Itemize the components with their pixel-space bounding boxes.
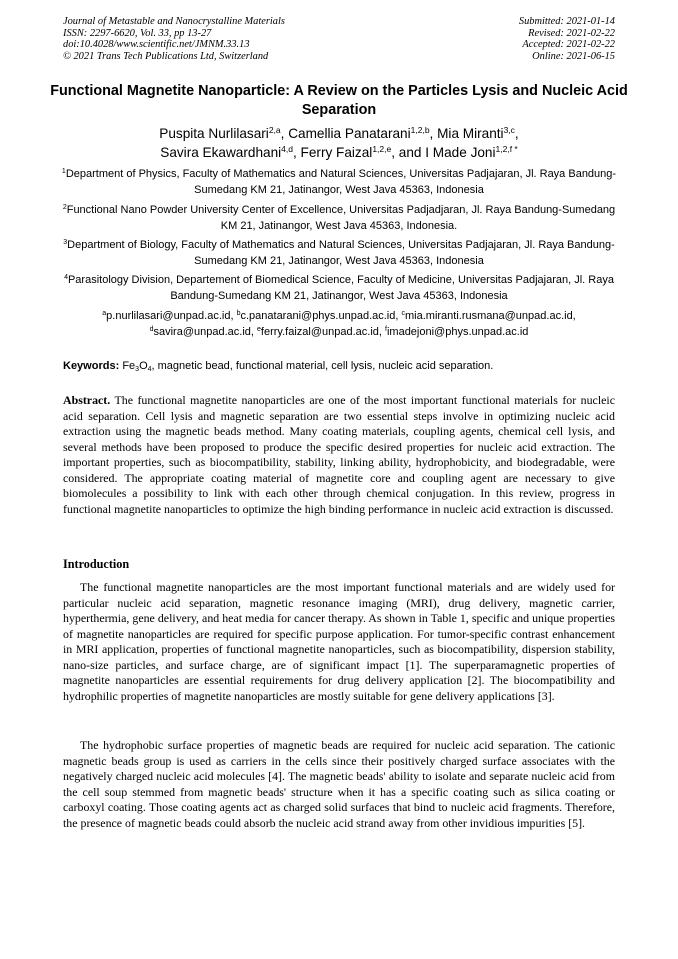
email-mark: d xyxy=(149,325,154,333)
author-list xyxy=(60,124,618,162)
email-separator: , xyxy=(250,325,258,338)
email-address[interactable]: mia.miranti.rusmana@unpad.ac.id, xyxy=(405,310,576,322)
abstract xyxy=(63,393,615,517)
journal-copyright: © 2021 Trans Tech Publications Ltd, Switzerland xyxy=(63,50,269,62)
keywords-list: , magnetic bead, functional material, cell lysis, nucleic acid separation. xyxy=(151,360,494,372)
intro-paragraph-1: The functional magnetite nanoparticles are the most important functional materials and are widely used for particular nucleic acid separation, magnetic resonance imaging (MRI), drug delivery, magnetic carrier, hyperthermia, gene delivery, and heat media for cancer therapy. As shown in Table 1, specific and unique properties of magnetite nanoparticles are required for specific purpose application. For tumor-specific contrast enhancement in MRI application, properties of functional magnetite nanoparticles, such as biocompatibility, dispersion stability, nano-size particles, and surface charge, are of significant impact [1]. The superparamagnetic properties of magnetite nanoparticles are essential requirements for drug delivery application [2]. The biocompatibility and hydrophilic properties of magnetite nanoparticles are mostly suitable for gene delivery applications [3]. xyxy=(63,580,615,703)
date-accepted: Accepted: 2021-02-22 xyxy=(522,39,615,50)
author-name: Savira Ekawardhani xyxy=(160,145,282,160)
affiliation-text: Parasitology Division, Departement of Biomedical Science, Faculty of Medicine, Universitas Padjajaran, Jl. Raya Bandung-Sumedang KM 21, Jatinangor, West Java 45363, Indonesia xyxy=(67,274,614,302)
journal-issn: ISSN: 2297-6620, Vol. 33, pp 13-27 xyxy=(63,27,212,39)
email-separator: , xyxy=(378,325,386,338)
affiliation-number: 2 xyxy=(62,204,67,211)
author-name: I Made Joni xyxy=(425,145,496,160)
author-separator: , and xyxy=(391,145,426,160)
email-separator: , xyxy=(230,310,237,322)
keyword-formula xyxy=(122,360,151,372)
intro-paragraph-2: The hydrophobic surface properties of magnetic beads are required for nucleic acid separation. The cationic magnetic beads group is used as carriers in the cells since their positively charged surface associates with the negatively charged nucleic acid molecules [4]. The magnetic beads' ability to isolate and separate nucleic acid from the cell soup stemmed from magnetic beads' structure when it has a specific coating such as silica coating or carboxyl coating. Those coating agents act as charged solid surfaces that bind to nucleic acid fragments. Therefore, the presence of magnetic beads could absorb the nucleic acid strand away from other invidious impurities [5]. xyxy=(63,738,615,830)
email-separator: , xyxy=(395,310,402,322)
email-mark: c xyxy=(401,310,405,317)
email-mark: a xyxy=(102,310,107,317)
date-revised: Revised: 2021-02-22 xyxy=(528,27,615,39)
author-name: Ferry Faizal xyxy=(300,145,373,160)
affiliation-3 xyxy=(60,238,618,269)
email-mark: f xyxy=(385,325,387,333)
author-separator: , xyxy=(429,126,438,141)
formula-sub: 3 xyxy=(135,366,140,373)
affiliation-number: 3 xyxy=(63,239,68,246)
author-affiliation-mark: 2,a xyxy=(268,125,281,135)
abstract-label: Abstract. xyxy=(63,393,111,407)
email-address[interactable]: p.nurlilasari@unpad.ac.id xyxy=(106,310,231,322)
email-address[interactable]: c.panatarani@phys.unpad.ac.id xyxy=(240,310,396,322)
affiliation-text: Functional Nano Powder University Center of Excellence, Universitas Padjadjaran, Jl. Raya Bandung-Sumedang KM 21, Jatinangor, West Java 45363, Indonesia. xyxy=(66,204,616,232)
paper-title: Functional Magnetite Nanoparticle: A Review on the Particles Lysis and Nucleic Acid Separation xyxy=(50,83,628,118)
affiliation-1 xyxy=(60,167,618,198)
date-submitted: Submitted: 2021-01-14 xyxy=(518,16,615,27)
section-heading-introduction: Introduction xyxy=(63,557,130,571)
author-name: Mia Miranti xyxy=(437,126,504,141)
journal-header-left xyxy=(63,16,285,62)
keywords-label: Keywords: xyxy=(63,360,120,372)
author-emails xyxy=(60,309,618,340)
email-address[interactable]: ferry.faizal@unpad.ac.id xyxy=(260,325,379,338)
author-affiliation-mark: 4,d xyxy=(281,144,293,154)
date-online: Online: 2021-06-15 xyxy=(532,50,615,62)
formula-fe: Fe xyxy=(122,360,136,372)
journal-name: Journal of Metastable and Nanocrystalline Materials xyxy=(63,16,285,27)
affiliation-number: 1 xyxy=(61,168,66,175)
formula-sub: 4 xyxy=(147,366,152,373)
author-name: Camellia Panatarani xyxy=(288,126,411,141)
affiliation-text: Department of Physics, Faculty of Mathematics and Natural Sciences, Universitas Padjajaran, Jl. Raya Bandung-Sumedang KM 21, Jatinangor, West Java 45363, Indonesia xyxy=(65,168,617,196)
formula-o: O xyxy=(139,360,148,372)
author-separator: , xyxy=(514,126,519,141)
email-mark: e xyxy=(257,325,261,333)
author-affiliation-mark: 1,2,e xyxy=(372,144,392,154)
author-affiliation-mark: 1,2,f * xyxy=(495,144,518,154)
author-name: Puspita Nurlilasari xyxy=(159,126,269,141)
email-address[interactable]: imadejoni@phys.unpad.ac.id xyxy=(386,325,529,338)
affiliation-text: Department of Biology, Faculty of Mathematics and Natural Sciences, Universitas Padjajaran, Jl. Raya Bandung-Sumedang KM 21, Jatinangor, West Java 45363, Indonesia xyxy=(67,239,615,267)
author-affiliation-mark: 3,c xyxy=(503,125,515,135)
affiliation-number: 4 xyxy=(64,274,68,281)
affiliation-4 xyxy=(60,273,618,304)
keywords xyxy=(63,359,615,374)
author-separator: , xyxy=(292,145,301,160)
author-affiliation-mark: 1,2,b xyxy=(410,125,430,135)
affiliation-2 xyxy=(60,203,618,234)
email-mark: b xyxy=(236,310,241,317)
journal-header-right xyxy=(519,16,615,62)
abstract-text: The functional magnetite nanoparticles are one of the most important functional materials for nucleic acid separation. Cell lysis and magnetic separation are two essential steps involve in optimizing nucleic acid extraction using the magnetic beads method. Many coating materials, coupling agents, chemical cell lysis, and several methods have been proposed to produce the specific desired properties for nucleic acid extraction. The important properties, such as biocompatibility, stability, linking ability, hydrophobicity, and biodegradable, were considered. The appropriate coating material of magnetite core and coupling agent are necessary to give biomolecules a possibility to link with each other through chemical conjugation. In this review, progress in functional magnetite nanoparticles to optimize the high binding performance in nucleic acid extraction is discussed. xyxy=(63,393,615,516)
journal-doi: doi:10.4028/www.scientific.net/JMNM.33.13 xyxy=(63,39,250,50)
email-address[interactable]: savira@unpad.ac.id xyxy=(153,325,251,338)
author-separator: , xyxy=(280,126,289,141)
